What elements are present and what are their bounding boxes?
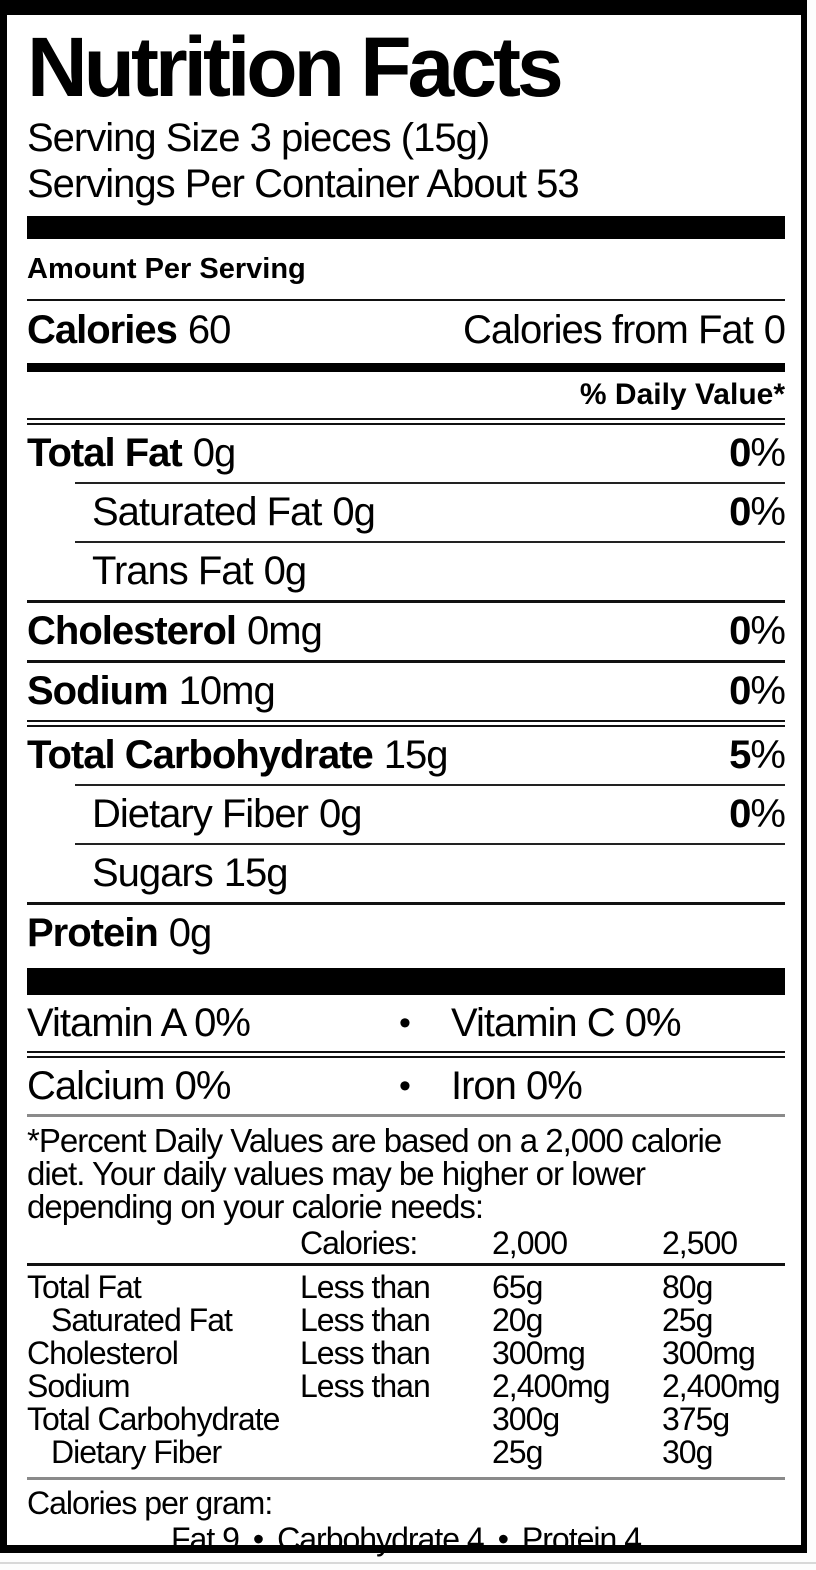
nutrient-name: Total Fat bbox=[27, 431, 182, 475]
rule bbox=[27, 1263, 785, 1266]
servings-per-container: Servings Per Container About 53 bbox=[27, 162, 579, 206]
nutrient-amount: 0mg bbox=[247, 609, 322, 653]
calories-from-fat-label: Calories from Fat bbox=[463, 307, 753, 352]
nutrient-dv: 0% bbox=[729, 490, 785, 534]
calories-label: Calories bbox=[27, 307, 177, 352]
section-bar-top bbox=[27, 216, 785, 239]
vitamin-c: Vitamin C 0% bbox=[451, 1000, 681, 1045]
nutrient-amount: 10mg bbox=[178, 669, 275, 713]
nutrient-name: Total Carbohydrate bbox=[27, 733, 373, 777]
nutrient-dv: 5% bbox=[729, 733, 785, 777]
footnote-line: *Percent Daily Values are based on a 2,000 calorie bbox=[27, 1122, 722, 1159]
nutrient-amount: 0g bbox=[168, 911, 212, 955]
calories-row bbox=[27, 301, 785, 359]
nutrient-name: Sodium bbox=[27, 669, 168, 713]
nutrient-dv: 0% bbox=[729, 669, 785, 713]
bullet-separator: • bbox=[399, 1066, 410, 1105]
nutrient-name: Cholesterol bbox=[27, 609, 237, 653]
nutrient-row-trans-fat bbox=[27, 543, 785, 600]
nutrient-row-total-fat bbox=[27, 425, 785, 482]
dv-table-row: Cholesterol Less than 300mg 300mg bbox=[27, 1335, 755, 1371]
footnote-line: diet. Your daily values may be higher or lower bbox=[27, 1155, 646, 1192]
dv-table-row: Dietary Fiber 25g 30g bbox=[51, 1434, 713, 1470]
calcium: Calcium 0% bbox=[27, 1063, 231, 1108]
label-title: Nutrition Facts bbox=[27, 20, 560, 114]
nutrient-row-total-carbohydrate bbox=[27, 727, 785, 784]
calories bbox=[27, 308, 230, 353]
dv-table-row: Total Fat Less than 65g 80g bbox=[27, 1269, 713, 1305]
nutrient-amount: 0g bbox=[332, 490, 375, 534]
section-bar-protein bbox=[27, 968, 785, 995]
calories-per-gram-values: Fat 9 • Carbohydrate 4 • Protein 4 bbox=[171, 1521, 641, 1557]
dv-table-row: Saturated Fat Less than 20g 25g bbox=[51, 1302, 713, 1338]
calories-per-gram-label: Calories per gram: bbox=[27, 1485, 273, 1521]
nutrient-name: Protein bbox=[27, 911, 158, 955]
footnote bbox=[27, 1124, 785, 1223]
dv-table-col-2000: 2,000 bbox=[492, 1225, 568, 1261]
rule-gray bbox=[27, 1114, 785, 1117]
rule-gray bbox=[27, 1477, 785, 1480]
amount-per-serving: Amount Per Serving bbox=[27, 253, 306, 285]
calories-per-gram bbox=[27, 1486, 785, 1556]
nutrient-amount: 15g bbox=[223, 851, 288, 895]
iron: Iron 0% bbox=[451, 1063, 582, 1108]
serving-size: Serving Size 3 pieces (15g) bbox=[27, 116, 490, 160]
dv-table-row: Total Carbohydrate 300g 375g bbox=[27, 1401, 730, 1437]
nutrient-name: Sugars bbox=[92, 851, 213, 895]
dv-table-col-2500: 2,500 bbox=[662, 1225, 738, 1261]
nutrient-name: Trans Fat bbox=[92, 549, 253, 593]
dv-table-header bbox=[27, 1227, 785, 1260]
nutrient-amount: 0g bbox=[263, 549, 307, 593]
dv-table-calories-label: Calories: bbox=[300, 1225, 418, 1261]
nutrient-dv: 0% bbox=[729, 609, 785, 653]
bullet-separator: • bbox=[399, 1003, 410, 1042]
nutrient-row-sodium bbox=[27, 663, 785, 720]
dv-table-row: Sodium Less than 2,400mg 2,400mg bbox=[27, 1368, 780, 1404]
daily-value-table bbox=[27, 1227, 785, 1469]
bullet-separator: • bbox=[252, 1521, 264, 1557]
nutrient-dv: 0% bbox=[729, 792, 785, 836]
nutrient-amount: 0g bbox=[318, 792, 362, 836]
nutrient-amount: 15g bbox=[383, 733, 448, 777]
calories-from-fat bbox=[463, 308, 785, 353]
footnote-line: depending on your calorie needs: bbox=[27, 1188, 484, 1225]
rule-double bbox=[27, 1051, 785, 1058]
nutrient-row-dietary-fiber bbox=[27, 786, 785, 843]
micronutrient-row-minerals bbox=[27, 1058, 785, 1114]
nutrient-dv: 0% bbox=[729, 431, 785, 475]
nutrient-row-cholesterol bbox=[27, 603, 785, 660]
calories-value: 60 bbox=[187, 307, 231, 352]
rule-double bbox=[27, 720, 785, 727]
nutrient-amount: 0g bbox=[192, 431, 236, 475]
nutrient-row-protein bbox=[27, 905, 785, 962]
calories-from-fat-value: 0 bbox=[763, 307, 785, 352]
page-bottom-rule bbox=[0, 1562, 816, 1564]
nutrient-row-saturated-fat bbox=[27, 484, 785, 541]
section-bar-calories bbox=[27, 363, 785, 372]
nutrient-name: Saturated Fat bbox=[92, 490, 322, 534]
daily-value-header: % Daily Value* bbox=[579, 378, 785, 411]
bullet-separator: • bbox=[497, 1521, 508, 1557]
micronutrient-row-vitamins bbox=[27, 995, 785, 1051]
nutrient-name: Dietary Fiber bbox=[92, 792, 308, 836]
vitamin-a: Vitamin A 0% bbox=[27, 1000, 250, 1045]
rule-double bbox=[27, 418, 785, 425]
nutrient-row-sugars bbox=[27, 845, 785, 902]
